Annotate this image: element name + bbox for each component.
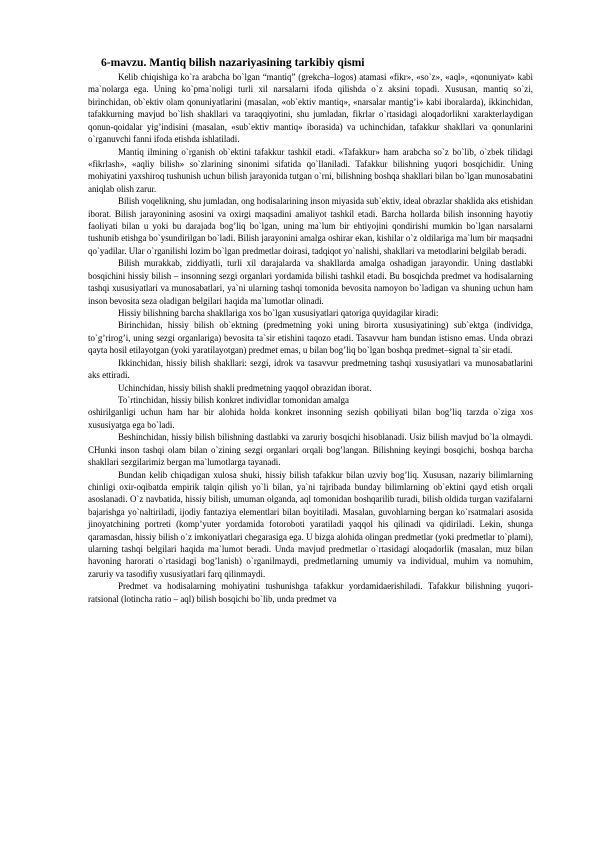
paragraph: Bilish murakkab, ziddiyatli, turli xil darajalarda va shakllarda amalga oshadigan jarayondir. Uning dastlabki bosqichini hissiy bilish – insonning sezgi organlari yordamida bilishi tashkil etadi. Bu bosqichda predmet va hodisalarning tashqi xususiyatlari va munosabatlari, ya`ni ularning tashqi tomonida bevosita namoyon bo`ladigan va shuning uchun ham inson bevosita seza oladigan belgilari haqida ma`lumotlar olinadi. (88, 258, 533, 306)
paragraph: To`rtinchidan, hissiy bilish konkret individlar tomonidan amalga (118, 394, 349, 405)
paragraph: Bilish voqelikning, shu jumladan, ong hodisalarining inson miyasida sub`ektiv, ideal obrazlar shaklida aks etishidan iborat. Bilish jarayonining asosini va oxirgi maqsadini amaliyot tashkil etadi. Barcha hollarda bilish insonning hayotiy faoliyati bilan u yoki bu darajada bog’liq bo`lgan, uning ma`lum bir ehtiyojini qondirishi mumkin bo`lgan narsalarni tushunib etishga bo`ysundirilgan bo`ladi. Bilish jarayonini amalga oshirar ekan, kishilar o`z oldilariga ma`lum bir maqsadni qo`yadilar. Ular o`rganilishi lozim bo`lgan predmetlar doirasi, tadqiqot yo`nalishi, shakllari va metodlarini belgilab beradi. (88, 196, 533, 256)
paragraph: Hissiy bilishning barcha shakllariga xos bo`lgan xususiyatlari qatoriga quyidagilar kiradi: (118, 308, 439, 319)
paragraph: Beshinchidan, hissiy bilish bilishning dastlabki va zaruriy bosqichi hisoblanadi. Usiz bilish mavjud bo`la olmaydi. CHunki inson tashqi olam bilan o`zining sezgi organlari orqali bog’langan. Bilishning keyingi bosqichi, boshqa barcha shakllari sezgilarimiz bergan ma`lumotlarga tayanadi. (88, 432, 533, 468)
paragraph: Uchinchidan, hissiy bilish shakli predmetning yaqqol obrazidan iborat. (118, 382, 372, 393)
paragraph: Bundan kelib chiqadigan xulosa shuki, hissiy bilish tafakkur bilan uzviy bog’liq. Xususan, nazariy bilimlarning chinligi oxir-oqibatda empirik talqin qilish yo`li bilan, ya`ni tajribada bunday bilimlarning ob`ektini qayd etish orqali asoslanadi. O`z navbatida, hissiy bilish, umuman olganda, aql tomonidan boshqarilib turadi, bilish oldida turgan vazifalarni bajarishga yo`naltiriladi, ijodiy fantaziya elementlari bilan boyitiladi. Masalan, guvohlarning bergan ko`rsatmalari asosida jinoyatchining portreti (komp’yuter yordamida fotoroboti yaratiladi yaqqol his qilinadi va qidiriladi. Lekin, shunga qaramasdan, hissiy bilish o`z imkoniyatlari chegarasiga ega. U bizga alohida olingan predmetlar (yoki predmetlar to`plami), ularning tashqi belgilari haqida ma`lumot beradi. Unda mavjud predmetlar o`rtasidagi aloqadorlik (masalan, muz bilan havoning harorati o`rtasidagi bog’lanish) o`rganilmaydi, predmetlarning umumiy va individual, muhim va nomuhim, zaruriy va tasodifiy xususiyatlari farq qilinmaydi. (88, 469, 533, 579)
paragraph: Mantiq ilmining o`rganish ob`ektini tafakkur tashkil etadi. «Tafakkur» ham arabcha so`z bo`lib, o`zbek tilidagi «fikrlash», «aqliy bilish» so`zlarining sinonimi sifatida qo`llaniladi. Tafakkur bilishning yuqori bosqichidir. Uning mohiyatini yaxshiroq tushunish uchun bilish jarayonida tutgan o`rni, bilishning boshqa shakllari bilan bo`lgan munosabatini aniqlab olish zarur. (88, 146, 533, 194)
paragraph: Ikkinchidan, hissiy bilish shakllari: sezgi, idrok va tasavvur predmetning tashqi xususiyatlari va munosabatlarini aks ettiradi. (88, 357, 533, 381)
document-title: 6-mavzu. Mantiq bilish nazariyasining tarkibiy qismi (101, 56, 365, 69)
paragraph: Kelib chiqishiga ko`ra arabcha bo`lgan “mantiq” (grekcha–logos) atamasi «fikr», «so`z», «aql», «qonuniyat» kabi ma`nolarga ega. Uning ko`pma`noligi turli xil narsalarni ifoda qilishda o`z aksini topadi. Xususan, mantiq so`zi, birinchidan, ob`ektiv olam qonuniyatlarini (masalan, «ob`ektiv mantiq», «narsalar mantig’i» kabi iboralarda), ikkinchidan, tafakkurning mavjud bo`lish shakllari va taraqqiyotini, shu jumladan, fikrlar o`rtasidagi aloqadorlikni xarakterlaydigan qonun-qoidalar yig’indisini (masalan, «sub`ektiv mantiq» iborasida) va uchinchidan, tafakkur shakllari va qonunlarini o`rganuvchi fanni ifoda etishda ishlatiladi. (88, 72, 533, 145)
document-page (88, 55, 533, 605)
paragraph: Predmet va hodisalarning mohiyatini tushunishga tafakkur yordamidaerishiladi. Tafakkur bilishning yuqori-ratsional (lotincha ratio – aql) bilish bosqichi bo`lib, unda predmet va (88, 581, 533, 604)
paragraph: Birinchidan, hissiy bilish ob`ektning (predmetning yoki uning birorta xususiyatining) sub`ektga (individga, to`g’rirog’i, uning sezgi organlariga) bevosita ta`sir etishini taqozo etadi. Tasavvur ham bundan istisno emas. Unda obrazi qayta hosil etilayotgan (yoki yaratilayotgan) predmet emas, u bilan bog’liq bo`lgan boshqa predmet–signal ta`sir etadi. (88, 320, 533, 356)
paragraph-continuation: oshirilganligi uchun ham har bir alohida holda konkret insonning sezish qobiliyati bilan bog’liq tarzda o`ziga xos xususiyatga ega bo`ladi. (88, 407, 533, 430)
